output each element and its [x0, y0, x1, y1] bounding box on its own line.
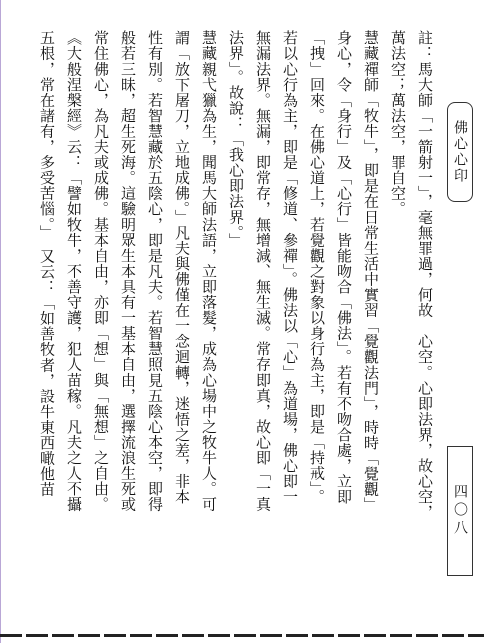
page-number: 四〇八 — [452, 484, 468, 538]
text-column-3: 慧藏禪師「牧牛」，即是在日常生活中實習「覺觀法門」，時時「覺觀」 — [362, 30, 380, 513]
text-column-7: 無漏法界。無漏，即常存，無增減、無生滅。常存即真，故心即「一真 — [254, 30, 272, 513]
text-column-4: 身心，令「身行」及「心行」皆能吻合「佛法」。若有不吻合處，立即 — [335, 30, 353, 505]
book-title-tab — [447, 102, 473, 202]
text-column-2: 萬法空；萬法空，罪自空。 — [389, 30, 407, 217]
text-column-6: 若以心行為主，即是「修道、參禪」。佛法以「心」為道場，佛心即一 — [281, 30, 299, 505]
text-column-5: 「拽」回來。在佛心道上，若覺觀之對象以身行為主，即是「持戒」。 — [308, 30, 326, 505]
text-column-13: 常住佛心，為凡夫或成佛。基本自由，亦即「想」與「無想」之自由。 — [92, 30, 110, 513]
text-column-9: 慧藏親弋獵為生，聞馬大師法語，立即落髮，成為心場中之牧牛人。可 — [200, 30, 218, 513]
text-column-8: 法界」。故說：「我心即法界。」 — [227, 30, 245, 249]
text-column-11: 性有別。若智慧藏於五陰心，即是凡夫。若智慧照見五陰心本空，即得 — [146, 30, 164, 513]
text-column-14: 《大般涅槃經》云：「譬如牧牛，不善守護，犯人苗稼。凡夫之人不攝 — [65, 30, 83, 513]
page-number-box — [447, 446, 473, 576]
text-column-15: 五根，常在諸有，多受苦惱。」 又云：「如善牧者，設牛東西噉他苗 — [38, 30, 56, 498]
bottom-dashed-rule — [0, 634, 484, 637]
text-column-12: 般若三昧，超生死海。這驗明眾生本具有一基本自由，選擇流浪生死或 — [119, 30, 137, 513]
scripture-body — [0, 30, 444, 620]
text-column-1: 註：馬大師「一箭射一」，毫無罪過，何故 心空。心即法界，故心空， — [416, 30, 434, 521]
text-column-10: 謂「放下屠刀，立地成佛。」凡夫與佛僅在一念迴轉，迷悟之差，非本 — [173, 30, 191, 505]
book-title: 佛心心印 — [452, 120, 468, 184]
